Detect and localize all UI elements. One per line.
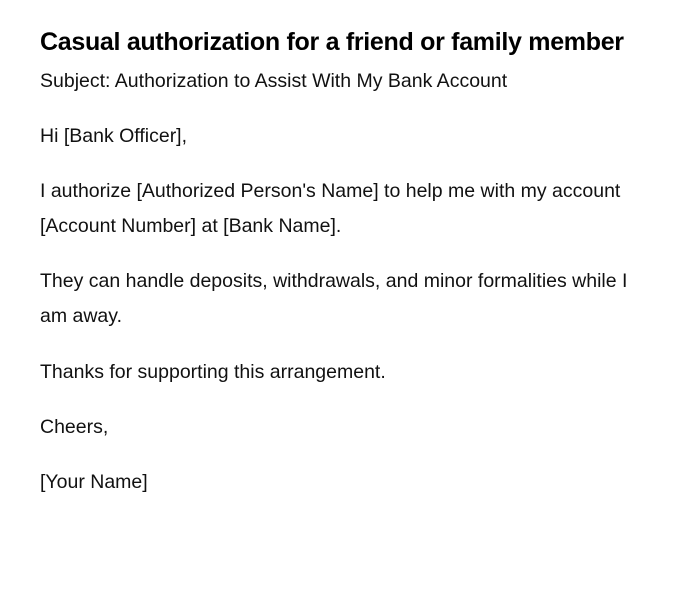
body-paragraph: They can handle deposits, withdrawals, and minor formalities while I am away. (40, 270, 628, 327)
body-paragraph: Thanks for supporting this arrangement. (40, 361, 386, 383)
letter-document (40, 20, 640, 500)
document-title: Casual authorization for a friend or family member (40, 28, 624, 56)
signature: [Your Name] (40, 471, 148, 493)
body-paragraph: I authorize [Authorized Person's Name] to help me with my account [Account Number] at [Bank Name]. (40, 180, 621, 237)
closing: Cheers, (40, 416, 109, 438)
greeting: Hi [Bank Officer], (40, 125, 188, 147)
subject-line: Subject: Authorization to Assist With My Bank Account (40, 70, 508, 92)
